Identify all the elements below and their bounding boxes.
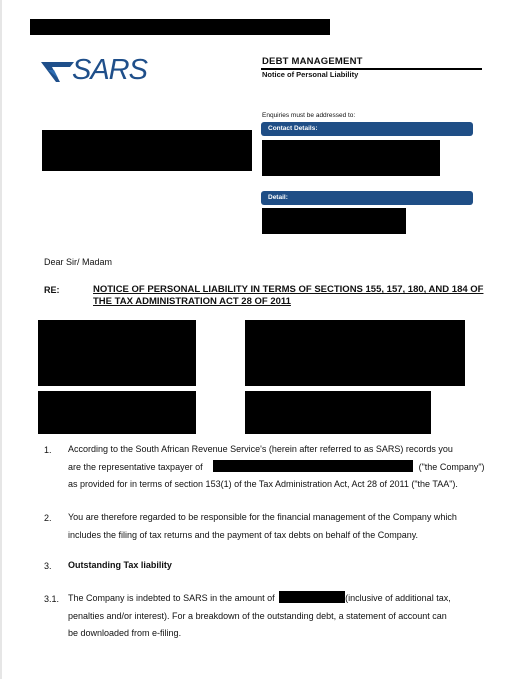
paragraph-3-1-line-3: be downloaded from e-filing. [68,628,182,638]
paragraph-1 [68,441,488,494]
detail-bar: Detail: [261,191,473,205]
paragraph-1-line-2a: are the representative taxpayer of [68,461,203,472]
paragraph-2-line-2: includes the filing of tax returns and the payment of tax debts on behalf of the Company. [68,529,419,540]
redaction-contact [262,140,440,176]
redaction-block-3 [38,391,196,434]
redaction-address [42,130,252,171]
re-title: NOTICE OF PERSONAL LIABILITY IN TERMS OF SECTIONS 155, 157, 180, AND 184 OF THE TAX ADMINISTRATION ACT 28 OF 2011 [93,284,484,307]
sars-logo-swoosh-icon [40,60,76,84]
department-title: DEBT MANAGEMENT [262,56,363,67]
section-3-heading: Outstanding Tax liability [68,560,172,570]
paragraph-3-1 [68,590,488,643]
redaction-top [30,19,330,35]
paragraph-3-1-line-1a: The Company is indebted to SARS in the amount of [68,593,275,603]
notice-subtitle: Notice of Personal Liability [262,70,359,79]
section-3-number: 3. [44,561,52,571]
paragraph-1-line-2b: ("the Company") [418,461,485,472]
redaction-block-4 [245,391,431,434]
contact-details-bar: Contact Details: [261,122,473,136]
re-label: RE: [44,285,60,295]
salutation: Dear Sir/ Madam [44,257,113,267]
redaction-company-name [213,460,413,472]
paragraph-1-line-3: as provided for in terms of section 153(1) of the Tax Administration Act, Act 28 of 2011 ("the TAA"). [68,479,458,489]
logo-text: SARS [72,54,147,86]
redaction-detail [262,208,406,234]
paragraph-2-number: 2. [44,513,52,523]
paragraph-3-1-line-1b: (inclusive of additional tax, [345,593,451,603]
paragraph-2 [68,509,488,544]
paragraph-3-1-number: 3.1. [44,594,60,604]
paragraph-1-line-2 [68,459,488,477]
redaction-block-2 [245,320,465,386]
page-edge [0,0,2,679]
redaction-block-1 [38,320,196,386]
paragraph-1-number: 1. [44,445,52,455]
paragraph-3-1-line-2: penalties and/or interest). For a breakdown of the outstanding debt, a statement of account can [68,610,447,621]
paragraph-2-line-1: You are therefore regarded to be responsible for the financial management of the Company which [68,512,457,522]
paragraph-3-1-line-1 [68,590,488,608]
redaction-amount [279,591,345,603]
enquiries-label: Enquiries must be addressed to: [262,112,356,119]
paragraph-1-line-1: According to the South African Revenue Service's (herein after referred to as SARS) records you [68,444,453,454]
